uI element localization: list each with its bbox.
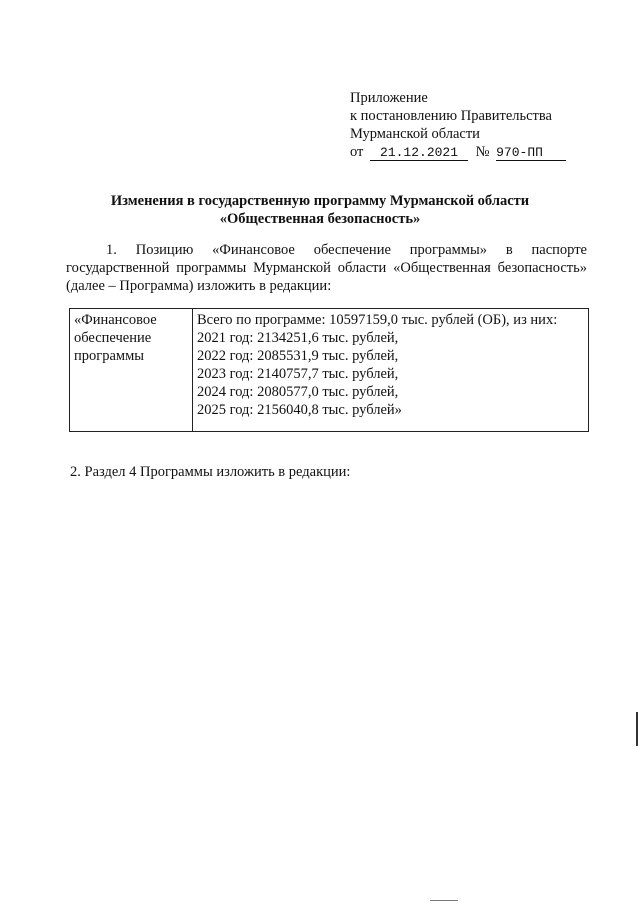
- number-value: 970-ПП: [496, 146, 566, 161]
- appendix-date-line: [350, 143, 566, 161]
- item-2-paragraph: 2. Раздел 4 Программы изложить в редакции:: [70, 464, 351, 480]
- appendix-region: Мурманской области: [350, 126, 480, 142]
- scan-edge-mark: [430, 900, 458, 901]
- financing-year-2024: 2024 год: 2080577,0 тыс. рублей,: [197, 384, 399, 400]
- financing-table: [69, 308, 589, 432]
- financing-values-cell: [193, 309, 589, 432]
- financing-year-2021: 2021 год: 2134251,6 тыс. рублей,: [197, 330, 399, 346]
- item-1-paragraph: 1. Позицию «Финансовое обеспечение программы» в паспорте государственной программы Мурманской области «Общественная безопасность» (далее – Программа) изложить в редакции:: [66, 242, 587, 294]
- document-heading: [60, 192, 580, 228]
- financing-year-2022: 2022 год: 2085531,9 тыс. рублей,: [197, 348, 399, 364]
- heading-line-2: «Общественная безопасность»: [219, 211, 421, 227]
- label-line: обеспечение: [74, 330, 152, 346]
- date-prefix: от: [350, 144, 364, 160]
- label-line: программы: [74, 348, 144, 364]
- appendix-block: [350, 89, 566, 161]
- table-row: [70, 309, 589, 432]
- financing-year-2025: 2025 год: 2156040,8 тыс. рублей»: [197, 402, 402, 418]
- appendix-title: Приложение: [350, 90, 428, 106]
- number-sign: №: [475, 144, 490, 160]
- financing-label-cell: [70, 309, 193, 432]
- financing-year-2023: 2023 год: 2140757,7 тыс. рублей,: [197, 366, 399, 382]
- scan-edge-mark: [636, 712, 638, 746]
- financing-total: Всего по программе: 10597159,0 тыс. рублей (ОБ), из них:: [197, 312, 558, 328]
- heading-line-1: Изменения в государственную программу Мурманской области: [110, 193, 530, 209]
- label-line: «Финансовое: [74, 312, 157, 328]
- date-value: 21.12.2021: [370, 146, 468, 161]
- appendix-resolution: к постановлению Правительства: [350, 108, 552, 124]
